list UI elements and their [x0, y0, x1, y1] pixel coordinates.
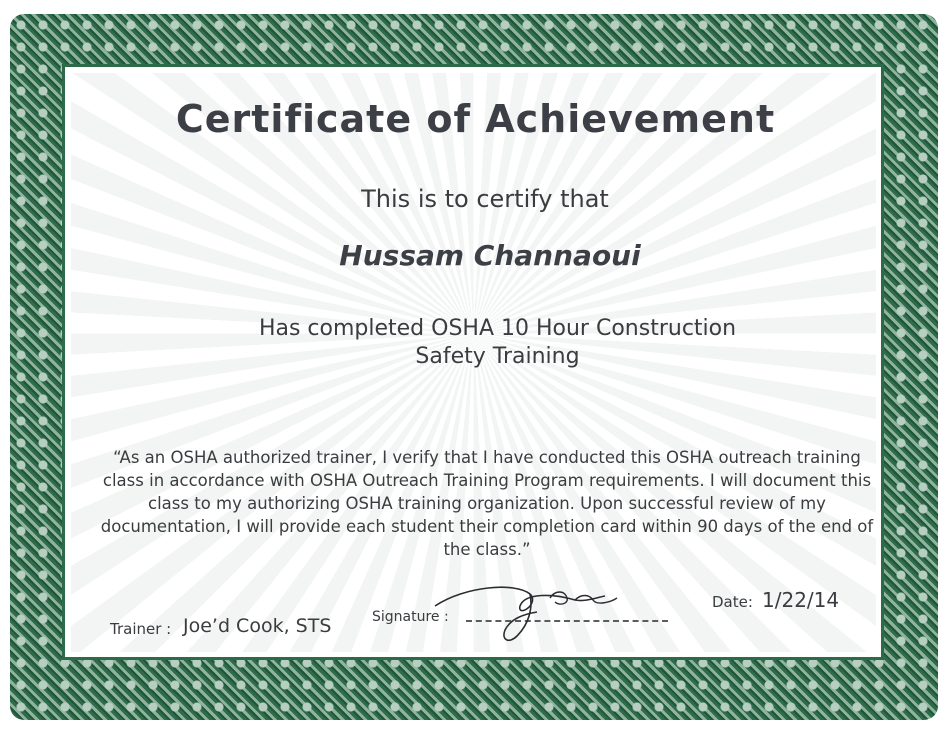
recipient-name: Hussam Channaoui — [339, 239, 641, 272]
trainer-label: Trainer : — [110, 620, 172, 638]
completion-line-2: Safety Training — [415, 344, 580, 369]
trainer-name: Joe’d Cook, STS — [183, 615, 332, 637]
handwritten-signature — [425, 578, 625, 653]
date-label: Date: — [712, 593, 753, 611]
certificate-title: Certificate of Achievement — [175, 97, 776, 141]
trainer-statement: “As an OSHA authorized trainer, I verify that I have conducted this OSHA outreach training class in accordance with OSHA Outreach Training Program requirements. I will document this class to my authorizing OSHA training organization. Upon successful review of my documentation, I will provide each student their completion card within 90 days of the end of the class.” — [100, 448, 874, 559]
certify-line: This is to certify that — [361, 185, 609, 213]
signature-label: Signature : — [372, 609, 449, 625]
date-value: 1/22/14 — [762, 588, 840, 612]
completion-line-1: Has completed OSHA 10 Hour Construction — [258, 316, 737, 341]
